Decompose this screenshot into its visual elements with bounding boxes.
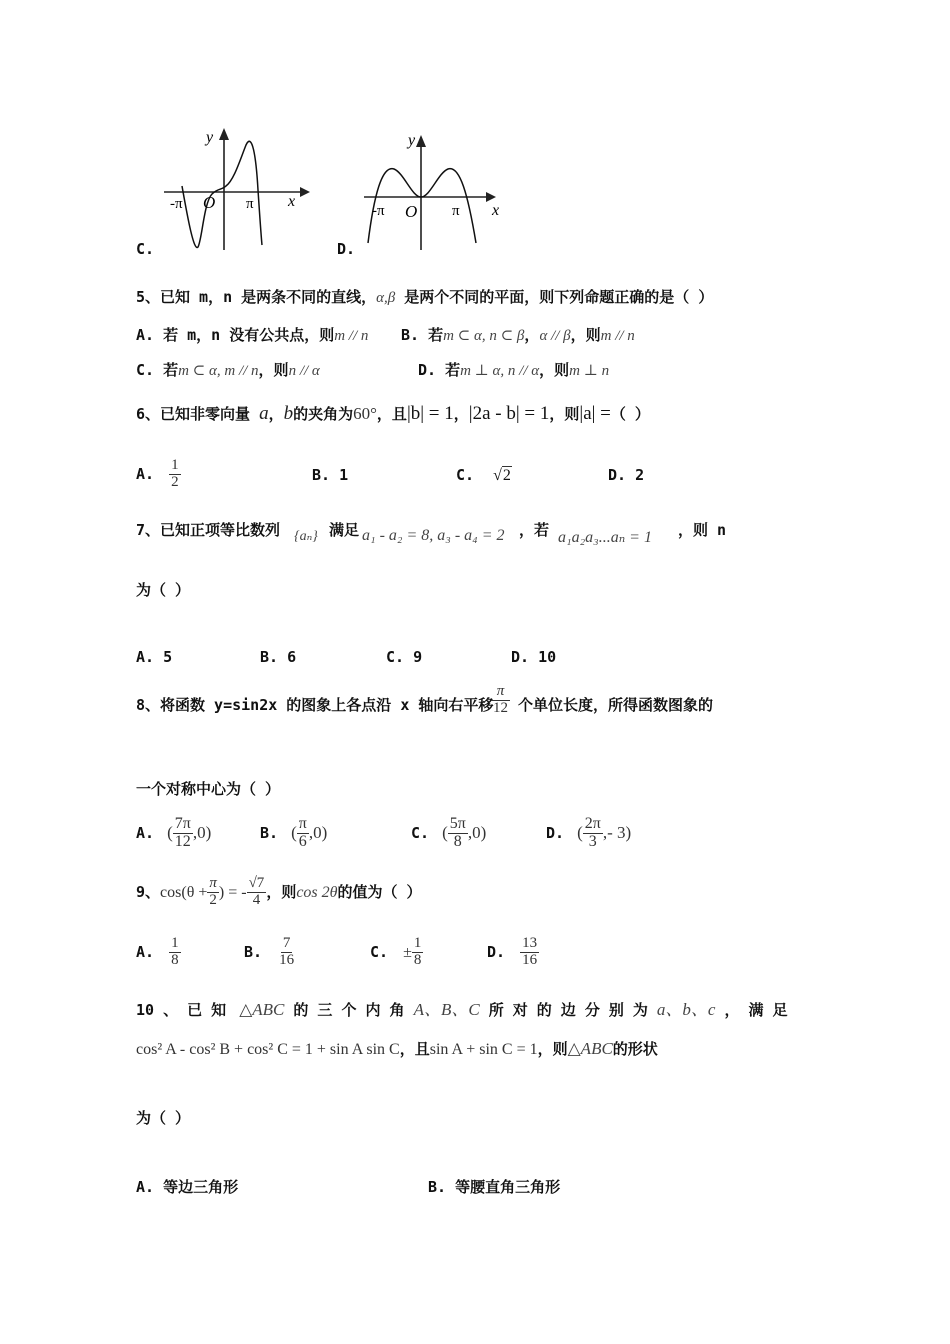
- q8-stem: 8、将函数 y=sin2x 的图象上各点沿 x 轴向右平移: [136, 696, 494, 714]
- q7-stem-d: ，则 n: [678, 521, 727, 539]
- graph-d-y-arrow: [416, 135, 426, 147]
- q7-option-a: A. 5: [136, 648, 173, 666]
- graph-d-origin: O: [405, 202, 418, 221]
- q6-stem: 6、已知非零向量 a，b的夹角为60°，且|b| = 1，|2a - b| = 1，则|a| =（ ）: [136, 403, 650, 424]
- q7-condition: a₁ - a₂ = 8, a₃ - a₄ = 2: [362, 527, 505, 544]
- graph-d-y-label: y: [408, 132, 416, 149]
- graph-d-pi: π: [452, 203, 460, 219]
- graph-c-x-label: x: [288, 193, 296, 210]
- option-d-label: D.: [337, 240, 356, 258]
- q10-stem: 10 、 已 知 △ABC 的 三 个 内 角 A、B、C 所 对 的 边 分 别 为 a、b、c ， 满 足: [136, 1000, 788, 1019]
- q10-condition: cos² A - cos² B + cos² C = 1 + sin A sin C，且sin A + sin C = 1，则△ABC的形状: [136, 1039, 658, 1058]
- q8-option-d: D. ( $\frac{2\pi}{3}$ ,- 3): [546, 815, 632, 850]
- q7-stem: 7、已知正项等比数列: [136, 521, 281, 539]
- q5-stem: 5、已知 m，n 是两条不同的直线，α,β 是两个不同的平面，则下列命题正确的是（ ）: [136, 288, 714, 306]
- graph-c-y-arrow: [219, 128, 229, 140]
- q6-option-c: C. √2: [456, 466, 511, 484]
- graph-c-curve: [182, 141, 262, 247]
- graph-c-x-arrow: [300, 187, 310, 197]
- graph-c-y-label: y: [206, 129, 214, 146]
- option-c-label: C.: [136, 240, 155, 258]
- q10-option-b: B. 等腰直角三角形: [428, 1178, 561, 1196]
- q9-stem: 9、cos(θ + $\frac{\pi}{2}$ ) = - $\frac{√7}{4}$ ，则cos 2θ的值为（ ）: [136, 875, 422, 908]
- q5-option-c: C. 若m ⊂ α, m // n，则n // α: [136, 361, 320, 379]
- graph-d-x-label: x: [492, 202, 500, 219]
- graph-d-x-arrow: [486, 192, 496, 202]
- q8-option-b: B. ( $\frac{\pi}{6}$ ,0): [260, 815, 328, 850]
- graph-c-pi: π: [246, 196, 254, 212]
- q9-option-d: D. $\frac{13}{16}$: [487, 935, 538, 968]
- q8-shift: $\frac{\pi}{12}$: [493, 683, 508, 716]
- graph-c-origin: O: [203, 193, 216, 212]
- q8-stem-b: 个单位长度，所得函数图象的: [518, 696, 714, 714]
- q5-option-b: B. 若m ⊂ α, n ⊂ β，α // β，则m // n: [401, 326, 635, 344]
- q7-seq: {aₙ}: [294, 529, 318, 544]
- graph-c: [160, 120, 310, 255]
- q8-option-c: C. ( $\frac{5\pi}{8}$ ,0): [411, 815, 487, 850]
- q9-option-a: A. $\frac{1}{8}$: [136, 935, 179, 968]
- q7-option-d: D. 10: [511, 648, 557, 666]
- graph-d: [360, 125, 510, 255]
- q9-option-c: C. ± $\frac{1}{8}$: [370, 935, 422, 968]
- q5-option-d: D. 若m ⊥ α, n // α，则m ⊥ n: [418, 361, 610, 379]
- q8-line2: 一个对称中心为（ ）: [136, 780, 281, 798]
- q8-option-a: A. ( $\frac{7\pi}{12}$ ,0): [136, 815, 212, 850]
- graph-d-neg-pi: -π: [372, 203, 385, 219]
- q6-option-a: A. $\frac{1}{2}$: [136, 457, 179, 490]
- q10-option-a: A. 等边三角形: [136, 1178, 239, 1196]
- q6-option-b: B. 1: [312, 466, 349, 484]
- q7-option-b: B. 6: [260, 648, 297, 666]
- q7-product: a₁a₂a₃...aₙ = 1: [558, 529, 652, 546]
- q5-option-a: A. 若 m，n 没有公共点，则m // n: [136, 326, 369, 344]
- graph-c-neg-pi: -π: [170, 196, 183, 212]
- q7-stem-b: 满足: [329, 521, 360, 539]
- q6-option-d: D. 2: [608, 466, 645, 484]
- q7-option-c: C. 9: [386, 648, 423, 666]
- q7-line2: 为（ ）: [136, 581, 191, 599]
- q7-stem-c: ，若: [519, 521, 550, 539]
- q10-line3: 为（ ）: [136, 1109, 191, 1127]
- q9-option-b: B. $\frac{7}{16}$: [244, 935, 295, 968]
